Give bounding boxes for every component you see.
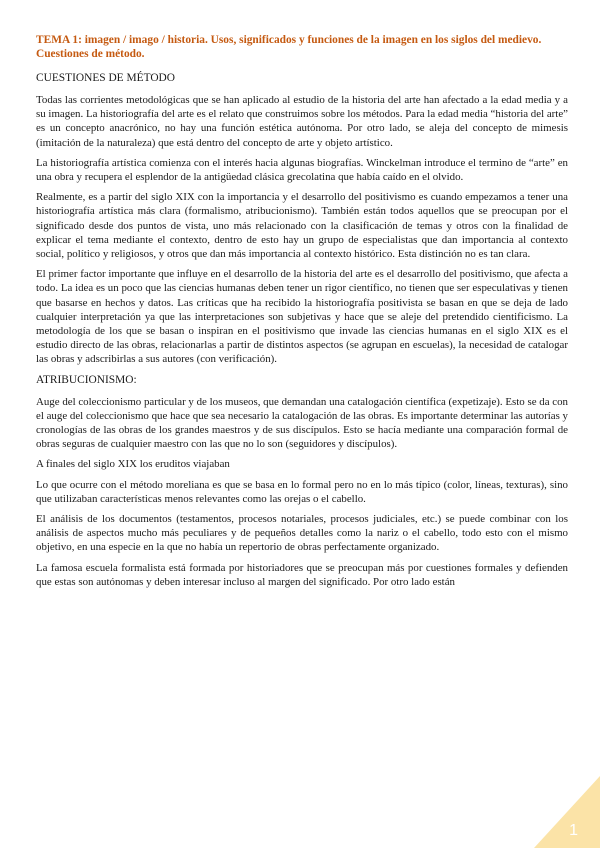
corner-decoration <box>534 776 600 848</box>
paragraph: Realmente, es a partir del siglo XIX con la importancia y el desarrollo del positivismo es cuando empezamos a tener una historiografía artística más clara (formalismo, atribucionismo). También están todos aquellos que se preocupan por el significado desde dos puntos de vista, uno más relacionado con la clasificación de temas y otros con la finalidad de explicar el tema mediante el contexto, dentro de esto hay un grupo de especialistas que dan importancia al contexto social, político y religiosos, y otros que dan más importancia al contexto histórico. Esta distinción no es tan clara. <box>36 191 568 261</box>
paragraph: El análisis de los documentos (testamentos, procesos notariales, procesos judiciales, etc.) se puede combinar con los análisis de aspectos mucho más peculiares y de pequeños detalles como la nariz o el cabello, todo esto con el mismo objetivo, en una especie en la que no había un repertorio de obras perfectamente organizado. <box>36 513 568 554</box>
document-page <box>36 33 568 595</box>
document-title: TEMA 1: imagen / imago / historia. Usos, significados y funciones de la imagen en los siglos del medievo. Cuestiones de método. <box>36 34 542 60</box>
paragraph: Lo que ocurre con el método moreliana es que se basa en lo formal pero no en lo más típico (color, líneas, texturas), sino que utilizaban características menos relevantes como las orejas o el cabello. <box>36 478 568 505</box>
paragraph: Auge del coleccionismo particular y de los museos, que demandan una catalogación científica (expetizaje). Esto se da con el auge del coleccionismo que hace que sea necesario la catalogación de las obras. Es importante determinar las autorías y cronologías de las obras de los grandes maestros y de sus discípulos. Esto se hacía mediante una comparación formal de obras seguras de cualquier maestro con las que no lo son (seguidores y discípulos). <box>36 395 568 451</box>
paragraph: La historiografía artística comienza con el interés hacia algunas biografías. Winckelman introduce el termino de “arte” en una obra y recupera el esplendor de la antigüedad clásica grecolatina que había caído en el olvido. <box>36 156 568 184</box>
section-heading-metodo: CUESTIONES DE MÉTODO <box>36 72 176 84</box>
page-number: 1 <box>569 822 578 839</box>
paragraph: El primer factor importante que influye en el desarrollo de la historia del arte es el desarrollo del positivismo, que afecta a todo. La idea es un poco que las ciencias humanas deben tener un rigor científico, no tienen que ser especulativas y tienen que basarse en hechos y datos. Las críticas que ha recibido la historiografía positivista se basan en que se deja de lado cualquier interpretación ya que las interpretaciones son subjetivas y hace que se aleje del pretendido cientificismo. La metodología de los que se basan o inspiran en el positivismo que invade las ciencias humanas en el siglo XIX es el estudio directo de las obras, relacionarlas a partir de distintos aspectos (se agrupan en escuelas), la necesidad de catalogar las obras y adscribirlas a sus autores (con verificación). <box>36 268 568 366</box>
paragraph: La famosa escuela formalista está formada por historiadores que se preocupan más por cuestiones formales y defienden que estas son autónomas y deben interesar incluso al margen del significado. Por otro lado están <box>36 561 568 588</box>
paragraph: Todas las corrientes metodológicas que se han aplicado al estudio de la historia del arte han afectado a la edad media y a su imagen. La historiografía del arte es el relato que construimos sobre los métodos. Para la edad media “historia del arte” es un concepto anacrónico, no hay una función estética autónoma. Por otro lado, se aleja del concepto de mimesis (imitación de la naturaleza) que está dentro del concepto de arte y objeto artístico. <box>36 94 568 149</box>
section-heading-atribucionismo: ATRIBUCIONISMO: <box>36 373 137 386</box>
paragraph: A finales del siglo XIX los eruditos viajaban <box>36 458 230 471</box>
